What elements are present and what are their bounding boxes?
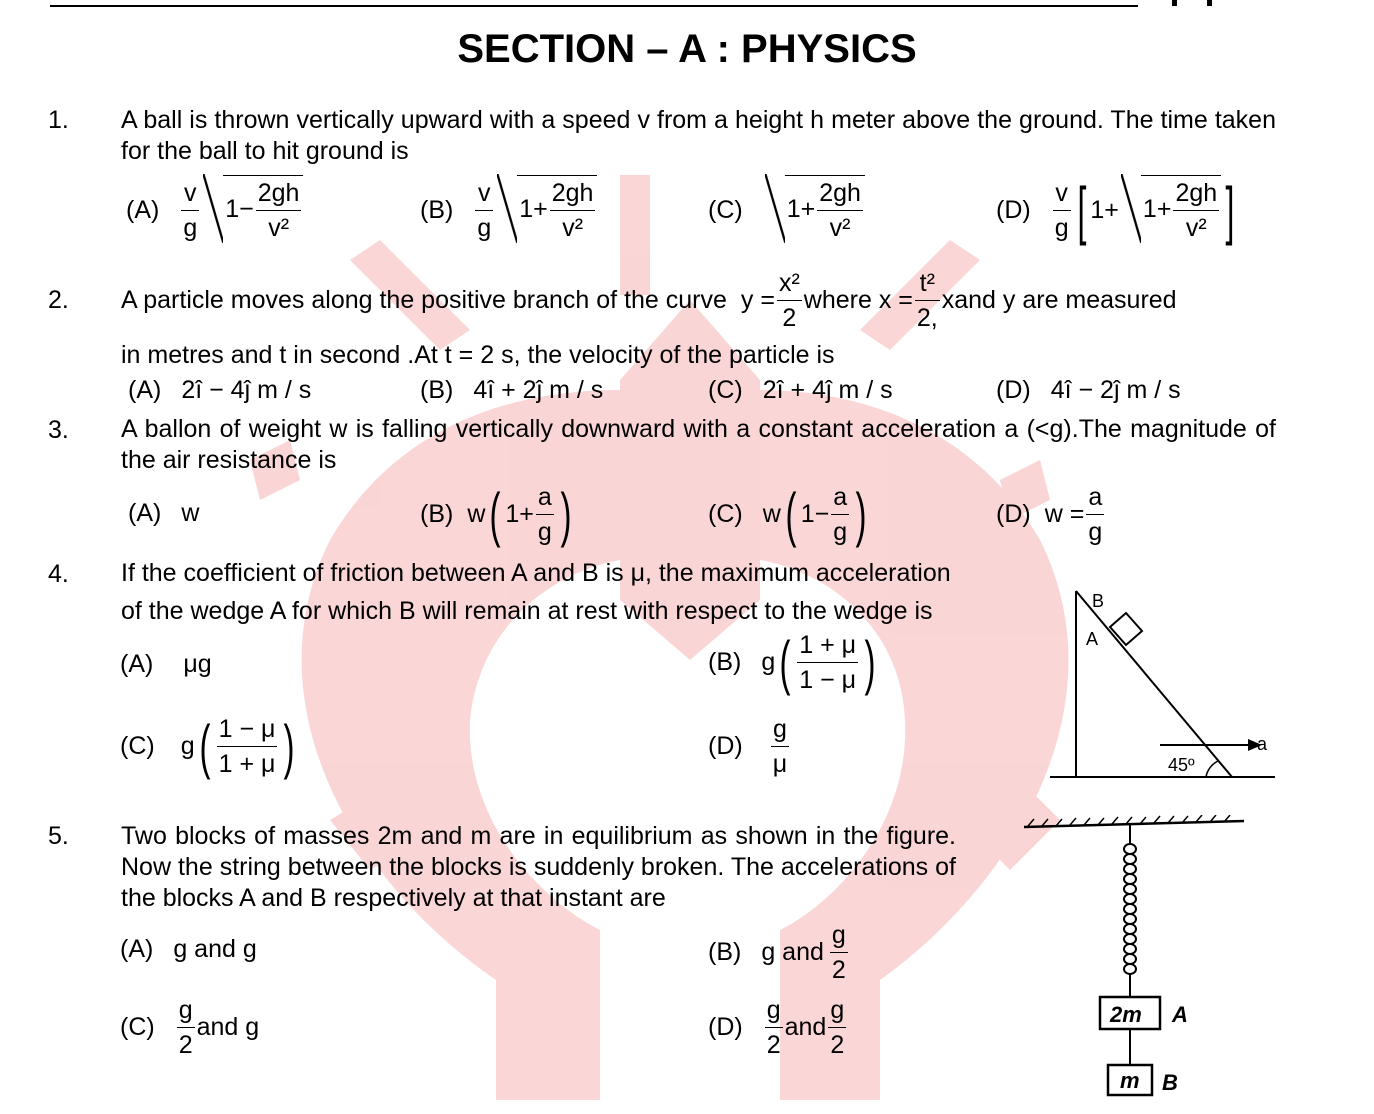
option-b[interactable]: (B) 4î + 2ĵ m / s xyxy=(420,376,604,404)
spring-blocks-figure xyxy=(1020,815,1250,1105)
sqrt: 1+ $\frac{2gh}{\text{v²}}$ xyxy=(1141,175,1221,245)
wedge-figure xyxy=(1040,585,1290,785)
option-label: (B) xyxy=(420,195,454,224)
option-b[interactable]: (B) w ( 1+ $\frac{a}{g}$ ) xyxy=(420,480,572,548)
option-a[interactable]: (A) 2î − 4ĵ m / s xyxy=(128,376,312,404)
question-text: A particle moves along the positive branch of the curve y = $\frac{\text{x²}}{2}$ where x = $\frac{\text{t²}}{2,}$ xand y are measured xyxy=(121,266,1177,334)
option-d[interactable]: (D) g 2 and g 2 xyxy=(708,993,848,1062)
sqrt: 1+ $\frac{2gh}{\text{v²}}$ xyxy=(517,175,597,245)
option-c[interactable]: (C) g 2 and g xyxy=(120,993,259,1062)
fraction: v g xyxy=(1053,176,1071,245)
option-d[interactable]: (D) w = $\frac{a}{g}$ xyxy=(996,480,1106,549)
top-rule xyxy=(50,5,1138,7)
question-text: in metres and t in second .At t = 2 s, the velocity of the particle is xyxy=(121,341,835,369)
option-a[interactable] xyxy=(126,175,303,245)
corner-mark xyxy=(1172,0,1177,6)
question-text: A ballon of weight w is falling vertically downward with a constant acceleration a (<g).The magnitude of the air resistance is xyxy=(121,415,1276,474)
question-number: 3. xyxy=(48,416,69,444)
question-text: If the coefficient of friction between A and B is μ, the maximum acceleration xyxy=(121,559,951,587)
label-2m: 2m xyxy=(1110,1002,1142,1027)
option-d[interactable]: (D) 4î − 2ĵ m / s xyxy=(996,376,1181,404)
question-number: 5. xyxy=(48,822,69,850)
fraction: v g xyxy=(475,176,493,245)
label-b: B xyxy=(1092,591,1105,611)
question-text: Two blocks of masses 2m and m are in equilibrium as shown in the figure. Now the string between the blocks is suddenly broken. The accelerations of the blocks A and B respectively at that instant are xyxy=(121,822,956,912)
option-a[interactable]: (A) μg xyxy=(120,650,212,678)
option-b[interactable]: (B) g and g 2 xyxy=(708,918,850,987)
corner-mark xyxy=(1207,0,1212,6)
option-c[interactable]: (C) w ( 1− $\frac{a}{g}$ ) xyxy=(708,480,867,548)
label-angle: 45º xyxy=(1168,755,1195,775)
question-number: 2. xyxy=(48,286,69,314)
option-c[interactable] xyxy=(708,175,865,245)
label-a: A xyxy=(1086,629,1099,649)
label-a: A xyxy=(1172,1002,1188,1027)
option-a[interactable]: (A) g and g xyxy=(120,935,257,963)
option-c[interactable]: (C) 2î + 4ĵ m / s xyxy=(708,376,893,404)
question-text: of the wedge A for which B will remain at rest with respect to the wedge is xyxy=(121,597,933,625)
label-acceleration: a xyxy=(1257,734,1268,754)
option-b[interactable]: (B) g ( 1 + μ 1 − μ ) xyxy=(708,628,876,696)
option-label: (D) xyxy=(996,195,1031,224)
sqrt: 1− $\frac{2gh}{\text{v²}}$ xyxy=(223,175,303,245)
spring-coil xyxy=(1124,844,1136,974)
option-d[interactable]: (D) v g [ 1+ 1+ $\frac{2gh}{\text{v²}}$ ] xyxy=(996,174,1235,246)
option-label: (A) xyxy=(126,195,160,224)
option-a[interactable]: (A) w xyxy=(128,499,200,527)
section-title: SECTION – A : PHYSICS xyxy=(457,27,917,71)
sqrt: 1+ $\frac{2gh}{\text{v²}}$ xyxy=(785,175,865,245)
question-number: 4. xyxy=(48,560,69,588)
question-number: 1. xyxy=(48,106,69,134)
option-label: (C) xyxy=(708,195,743,224)
fraction: v g xyxy=(181,176,199,245)
label-b: B xyxy=(1162,1070,1178,1095)
option-b[interactable] xyxy=(420,175,597,245)
label-m: m xyxy=(1120,1068,1140,1093)
question-text: A ball is thrown vertically upward with a speed v from a height h meter above the ground. The time taken for the ball to hit ground is xyxy=(121,106,1276,165)
option-d[interactable]: (D) g μ xyxy=(708,712,791,781)
option-c[interactable]: (C) g ( 1 − μ 1 + μ ) xyxy=(120,712,295,780)
